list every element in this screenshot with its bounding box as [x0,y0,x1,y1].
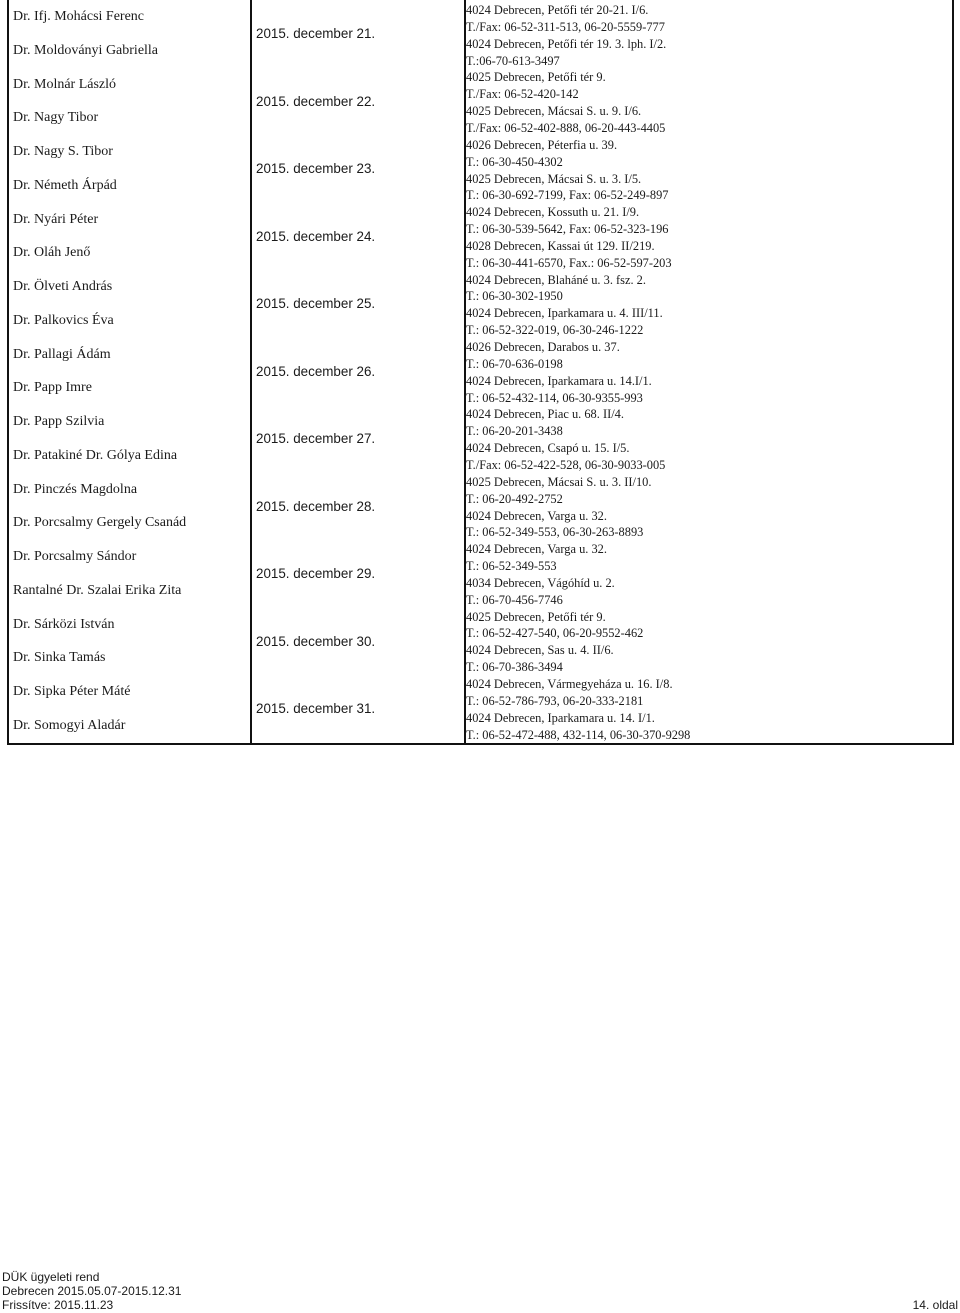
address-line: 4025 Debrecen, Petőfi tér 9. [466,70,606,85]
address-line: 4026 Debrecen, Darabos u. 37. [466,340,620,354]
doctor-name: Dr. Palkovics Éva [13,312,114,328]
doctor-name: Dr. Porcsalmy Gergely Csanád [13,515,187,531]
address-line: 4024 Debrecen, Varga u. 32. [466,508,607,523]
address-line: T.: 06-30-441-6570, Fax.: 06-52-597-203 [466,255,672,270]
address-line: T.: 06-20-492-2752 [466,491,563,506]
doctor-name: Dr. Sinka Tamás [13,650,106,666]
duty-date: 2015. december 28. [256,498,376,514]
doctor-name: Dr. Ölveti András [13,279,113,294]
duty-date: 2015. december 25. [256,296,376,311]
address-line: T.: 06-30-539-5642, Fax: 06-52-323-196 [466,222,669,237]
address-line: T.: 06-52-349-553 [466,559,557,574]
address-line: 4024 Debrecen, Iparkamara u. 4. III/11. [466,306,663,321]
footer-title: DÜK ügyeleti rend [2,1270,100,1284]
address-line: 4024 Debrecen, Petőfi tér 19. 3. lph. I/2. [466,36,667,51]
duty-date: 2015. december 22. [256,93,376,109]
address-line: T.: 06-30-450-4302 [466,154,563,169]
doctor-name: Dr. Papp Imre [13,380,92,396]
address-line: T.: 06-52-786-793, 06-20-333-2181 [466,693,644,708]
address-line: 4024 Debrecen, Csapó u. 15. I/5. [466,441,630,456]
address-line: T./Fax: 06-52-422-528, 06-30-9033-005 [466,457,666,472]
doctor-name: Dr. Somogyi Aladár [13,717,126,733]
address-line: T.: 06-52-472-488, 432-114, 06-30-370-9298 [466,727,691,742]
address-line: T.: 06-52-349-553, 06-30-263-8893 [466,525,644,540]
duty-date: 2015. december 26. [256,363,376,379]
doctor-name: Dr. Németh Árpád [13,177,117,193]
doctor-name: Dr. Porcsalmy Sándor [13,549,137,564]
address-line: 4024 Debrecen, Piac u. 68. II/4. [466,407,624,422]
address-line: 4024 Debrecen, Varga u. 32. [466,542,607,557]
address-line: 4025 Debrecen, Mácsai S. u. 3. II/10. [466,474,652,489]
duty-date: 2015. december 31. [256,701,376,716]
duty-date: 2015. december 30. [256,633,376,649]
page-footer [0,1268,960,1313]
address-line: T.: 06-52-427-540, 06-20-9552-462 [466,626,644,641]
doctor-name: Dr. Oláh Jenő [13,245,91,261]
address-line: T.: 06-20-201-3438 [466,424,563,439]
address-line: T./Fax: 06-52-402-888, 06-20-443-4405 [466,120,666,135]
duty-date: 2015. december 29. [256,566,376,581]
doctor-name: Dr. Nyári Péter [13,211,99,227]
doctor-name: Dr. Pallagi Ádám [13,346,111,362]
address-line: T./Fax: 06-52-311-513, 06-20-5559-777 [466,19,665,34]
address-line: 4025 Debrecen, Mácsai S. u. 9. I/6. [466,104,642,119]
address-line: 4024 Debrecen, Iparkamara u. 14. I/1. [466,710,655,725]
address-line: T./Fax: 06-52-420-142 [466,87,579,102]
footer-date-range: Debrecen 2015.05.07-2015.12.31 [2,1284,182,1298]
doctor-name: Dr. Molnár László [13,76,117,92]
column-divider [250,0,252,743]
address-line: 4026 Debrecen, Péterfia u. 39. [466,137,618,152]
address-line: T.: 06-70-636-0198 [466,356,563,371]
doctor-name: Dr. Sipka Péter Máté [13,684,131,699]
doctor-name: Dr. Sárközi István [13,616,115,632]
address-line: T.: 06-52-322-019, 06-30-246-1222 [466,323,644,338]
footer-updated: Frissítve: 2015.11.23 [2,1298,114,1312]
duty-date: 2015. december 24. [256,228,376,244]
address-line: 4024 Debrecen, Iparkamara u. 14.I/1. [466,373,652,388]
doctor-name: Rantalné Dr. Szalai Erika Zita [13,582,182,598]
address-line: 4025 Debrecen, Mácsai S. u. 3. I/5. [466,171,642,186]
address-line: 4028 Debrecen, Kassai út 129. II/219. [466,238,655,253]
address-line: 4024 Debrecen, Petőfi tér 20-21. I/6. [466,3,649,17]
address-line: 4024 Debrecen, Blaháné u. 3. fsz. 2. [466,272,646,287]
duty-roster-table [7,0,954,745]
address-line: T.: 06-30-692-7199, Fax: 06-52-249-897 [466,188,669,203]
doctor-name: Dr. Nagy Tibor [13,110,99,126]
page-number: 14. oldal [912,1298,958,1312]
duty-date: 2015. december 21. [256,26,376,41]
duty-date: 2015. december 23. [256,161,376,176]
doctor-name: Dr. Patakiné Dr. Gólya Edina [13,447,178,463]
address-line: T.: 06-30-302-1950 [466,289,563,304]
duty-date: 2015. december 27. [256,431,376,446]
address-line: T.: 06-52-432-114, 06-30-9355-993 [466,390,643,405]
address-line: 4024 Debrecen, Sas u. 4. II/6. [466,643,614,658]
address-line: 4024 Debrecen, Vármegyeháza u. 16. I/8. [466,677,673,691]
address-line: 4024 Debrecen, Kossuth u. 21. I/9. [466,205,640,220]
doctor-name: Dr. Pinczés Magdolna [13,481,138,497]
doctor-name: Dr. Papp Szilvia [13,414,105,429]
doctor-name: Dr. Moldoványi Gabriella [13,42,159,58]
doctor-name: Dr. Ifj. Mohácsi Ferenc [13,9,145,24]
address-line: T.: 06-70-386-3494 [466,660,563,675]
address-line: 4025 Debrecen, Petőfi tér 9. [466,609,606,624]
address-line: T.: 06-70-456-7746 [466,592,563,607]
address-line: T.:06-70-613-3497 [466,53,560,68]
doctor-name: Dr. Nagy S. Tibor [13,144,113,159]
address-line: 4034 Debrecen, Vágóhíd u. 2. [466,575,615,590]
